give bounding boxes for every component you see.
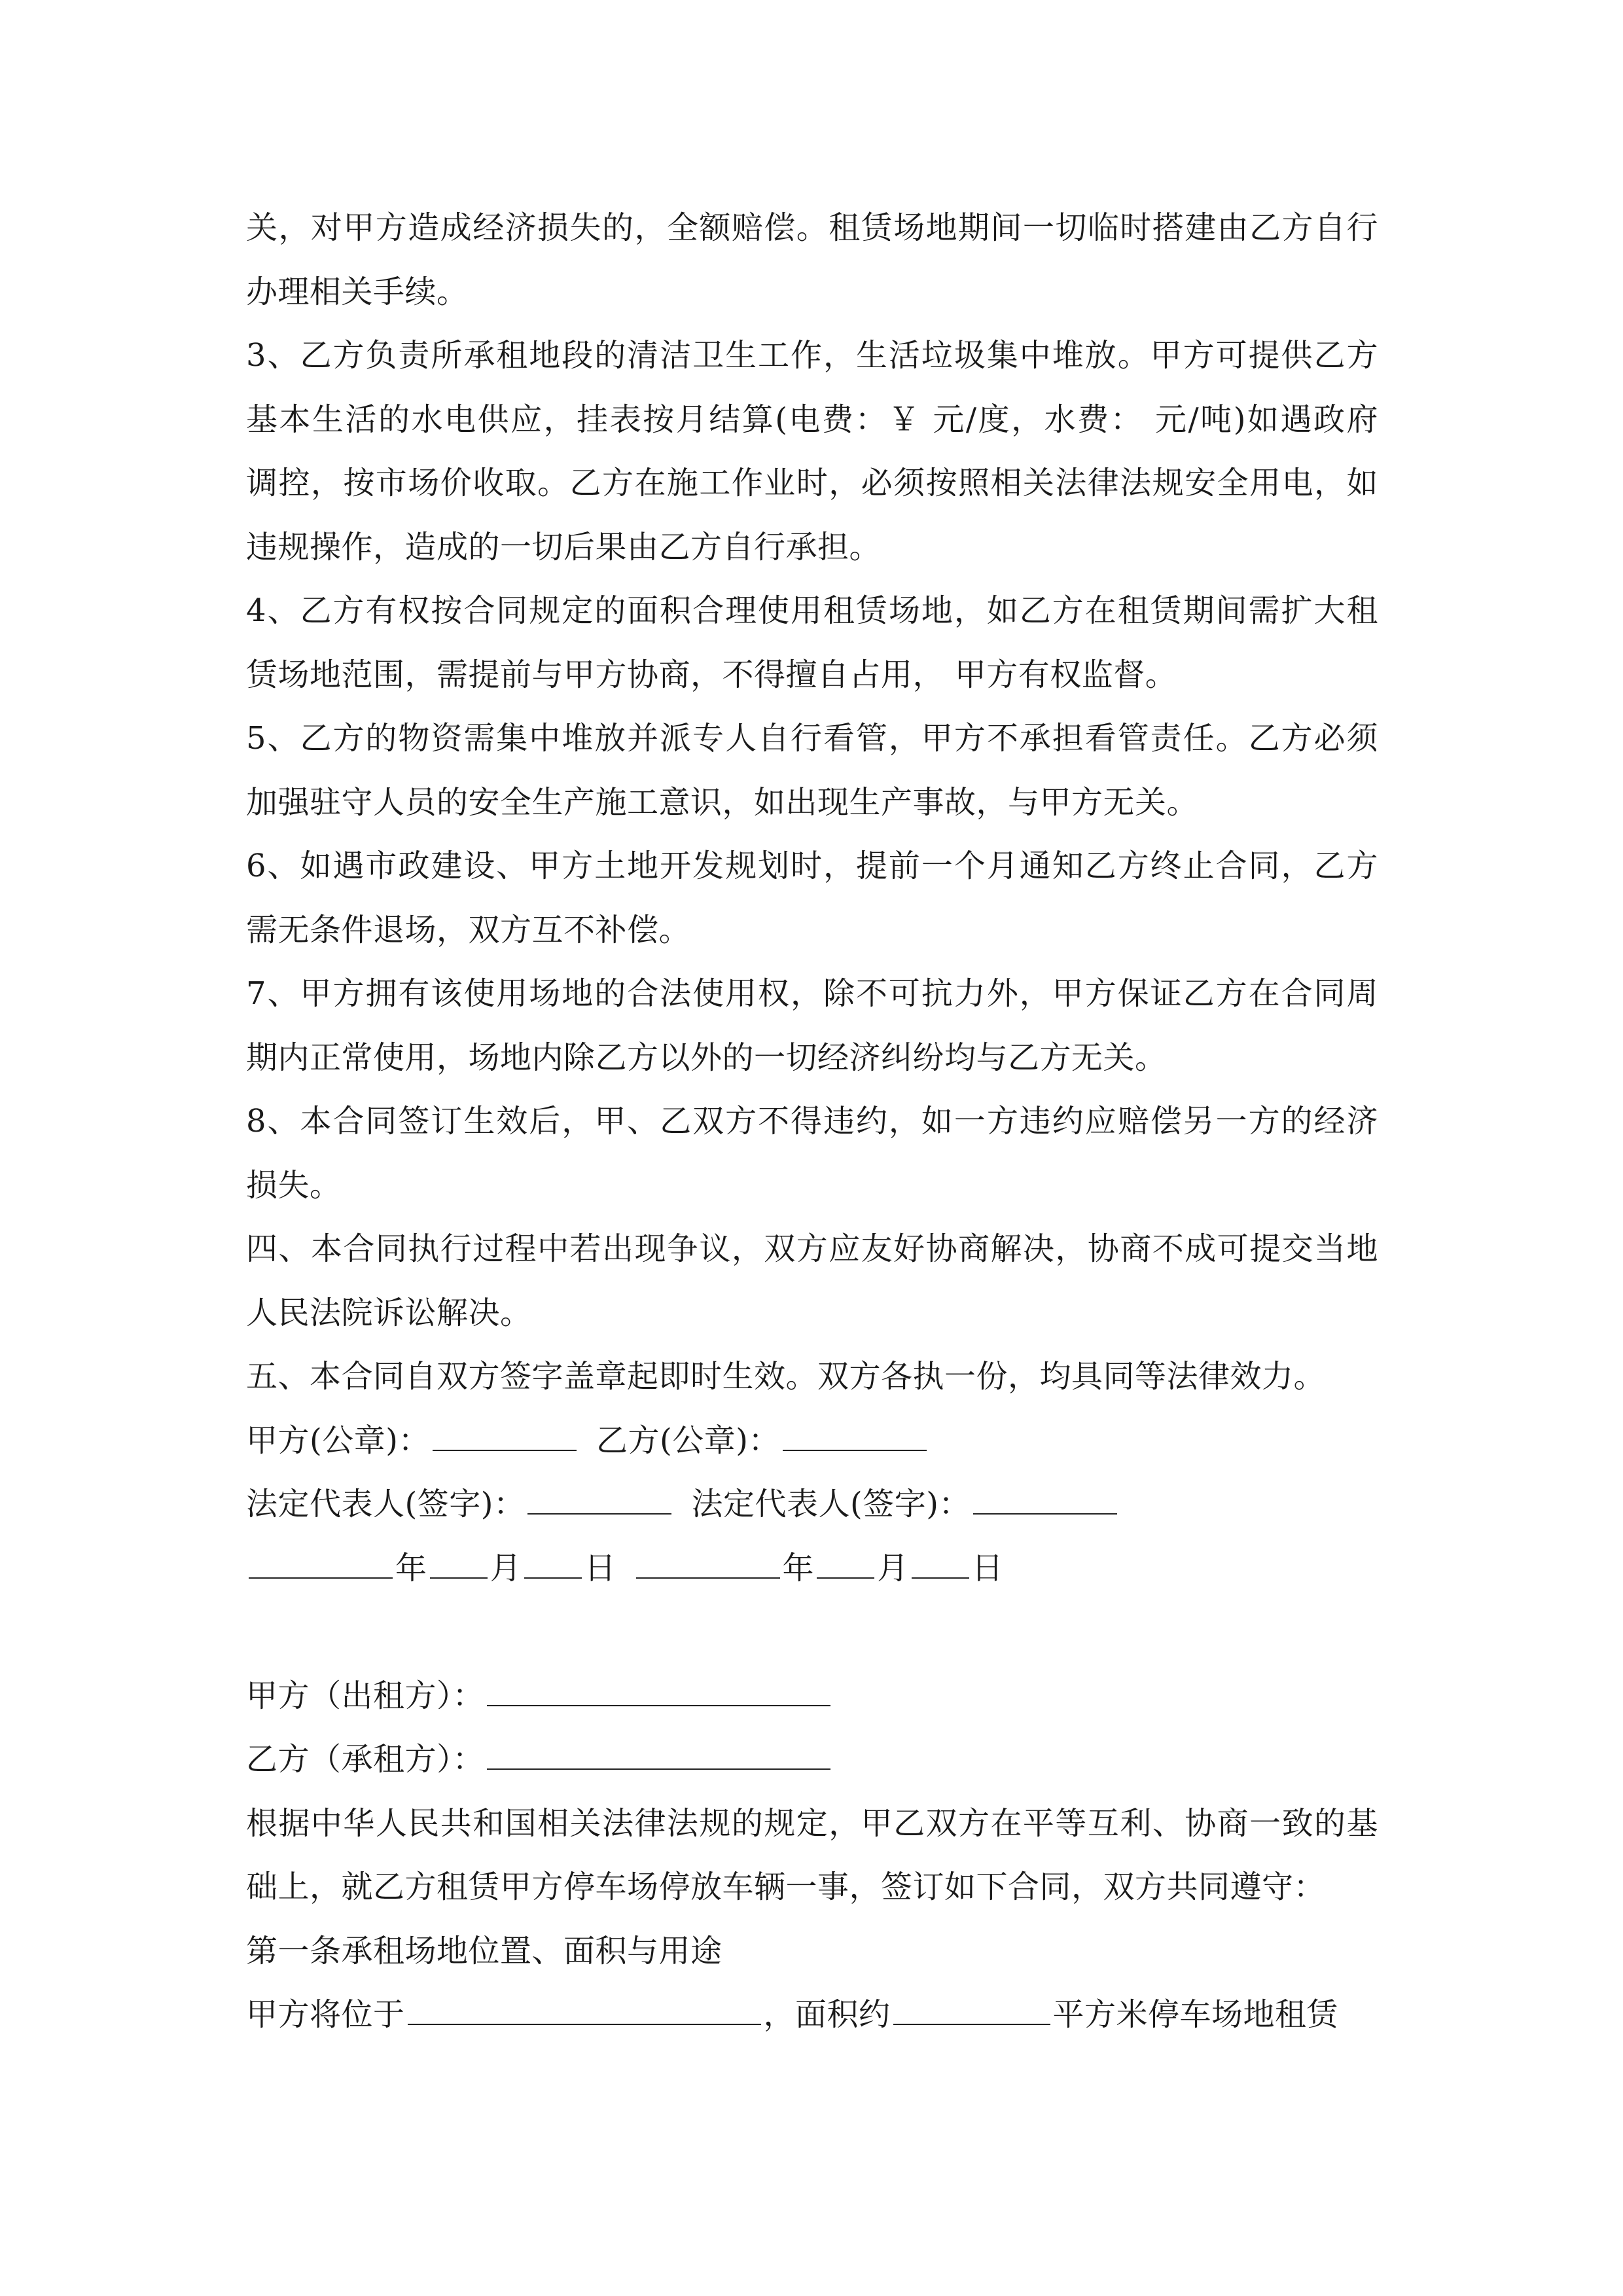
lessee-blank[interactable] [487, 1742, 830, 1770]
section-gap [246, 1600, 1378, 1664]
text-line: 基本生活的水电供应，挂表按月结算(电费：￥ 元/度，水费： 元/吨)如遇政府 [246, 401, 1378, 438]
text-line: 加强驻守人员的安全生产施工意识，如出现生产事故，与甲方无关。 [246, 783, 1199, 821]
month-a-blank[interactable] [430, 1551, 488, 1579]
text-line: 调控，按市场价收取。乙方在施工作业时，必须按照相关法律法规安全用电，如 [246, 465, 1378, 501]
location-prefix: 甲方将位于 [246, 1996, 405, 2033]
year-b-blank[interactable] [636, 1551, 780, 1579]
rep-a-blank[interactable] [527, 1487, 671, 1515]
text-line: 7、甲方拥有该使用场地的合法使用权，除不可抗力外，甲方保证乙方在合同周 [246, 975, 1378, 1012]
year-a-blank[interactable] [249, 1551, 393, 1579]
text-line: 五、本合同自双方签字盖章起即时生效。双方各执一份，均具同等法律效力。 [246, 1358, 1326, 1395]
article1-location-line [246, 1983, 1378, 2047]
day-label: 日 [971, 1549, 1004, 1587]
year-label: 年 [395, 1549, 427, 1587]
day-b-blank[interactable] [912, 1551, 969, 1579]
seal-row [246, 1409, 1378, 1473]
lessee-row [246, 1728, 1378, 1792]
text-line: 期内正常使用，场地内除乙方以外的一切经济纠纷均与乙方无关。 [246, 1039, 1167, 1076]
rep-b-blank[interactable] [973, 1487, 1117, 1515]
lessee-label: 乙方（承租方）： [246, 1741, 485, 1778]
year-label: 年 [782, 1549, 815, 1587]
party-a-seal-blank[interactable] [433, 1424, 577, 1451]
party-b-seal-blank[interactable] [783, 1424, 927, 1451]
representative-row [246, 1473, 1378, 1537]
lessor-row [246, 1664, 1378, 1729]
area-blank[interactable] [893, 1998, 1050, 2025]
text-line: 违规操作，造成的一切后果由乙方自行承担。 [246, 528, 882, 565]
text-line: 8、本合同签订生效后，甲、乙双方不得违约，如一方违约应赔偿另一方的经济 [246, 1103, 1378, 1139]
area-prefix: ，面积约 [763, 1996, 891, 2033]
text-line: 需无条件退场，双方互不补偿。 [246, 911, 691, 948]
date-row [246, 1537, 1378, 1601]
party-a-seal-label: 甲方(公章)： [246, 1422, 430, 1459]
party-b-seal-label: 乙方(公章)： [596, 1422, 780, 1459]
area-suffix: 平方米停车场地租赁 [1052, 1996, 1339, 2033]
text-line: 6、如遇市政建设、甲方土地开发规划时，提前一个月通知乙方终止合同，乙方 [246, 848, 1378, 884]
text-line: 关，对甲方造成经济损失的，全额赔偿。租赁场地期间一切临时搭建由乙方自行 [246, 209, 1378, 246]
text-line: 3、乙方负责所承租地段的清洁卫生工作，生活垃圾集中堆放。甲方可提供乙方 [246, 337, 1378, 374]
intro-line: 根据中华人民共和国相关法律法规的规定，甲乙双方在平等互利、协商一致的基 [246, 1804, 1378, 1842]
month-label: 月 [877, 1549, 909, 1587]
text-line: 人民法院诉讼解决。 [246, 1294, 532, 1331]
rep-a-label: 法定代表人(签字)： [246, 1486, 526, 1522]
text-line: 损失。 [246, 1166, 342, 1204]
lessor-blank[interactable] [487, 1679, 830, 1706]
text-line: 办理相关手续。 [246, 273, 469, 310]
text-line: 赁场地范围，需提前与甲方协商，不得擅自占用， 甲方有权监督。 [246, 656, 1177, 693]
month-label: 月 [490, 1549, 522, 1587]
text-line: 四、本合同执行过程中若出现争议，双方应友好协商解决，协商不成可提交当地 [246, 1230, 1378, 1267]
article-title: 第一条承租场地位置、面积与用途 [246, 1932, 722, 1969]
text-line: 5、乙方的物资需集中堆放并派专人自行看管，甲方不承担看管责任。乙方必须 [246, 720, 1378, 757]
intro-line: 础上，就乙方租赁甲方停车场停放车辆一事，签订如下合同，双方共同遵守： [246, 1869, 1326, 1905]
day-label: 日 [584, 1549, 616, 1587]
location-blank[interactable] [408, 1998, 761, 2025]
text-line: 4、乙方有权按合同规定的面积合理使用租赁场地，如乙方在租赁期间需扩大租 [246, 592, 1378, 629]
month-b-blank[interactable] [817, 1551, 874, 1579]
document-page [246, 196, 1378, 2047]
lessor-label: 甲方（出租方）： [246, 1677, 485, 1714]
rep-b-label: 法定代表人(签字)： [691, 1486, 971, 1522]
day-a-blank[interactable] [524, 1551, 582, 1579]
